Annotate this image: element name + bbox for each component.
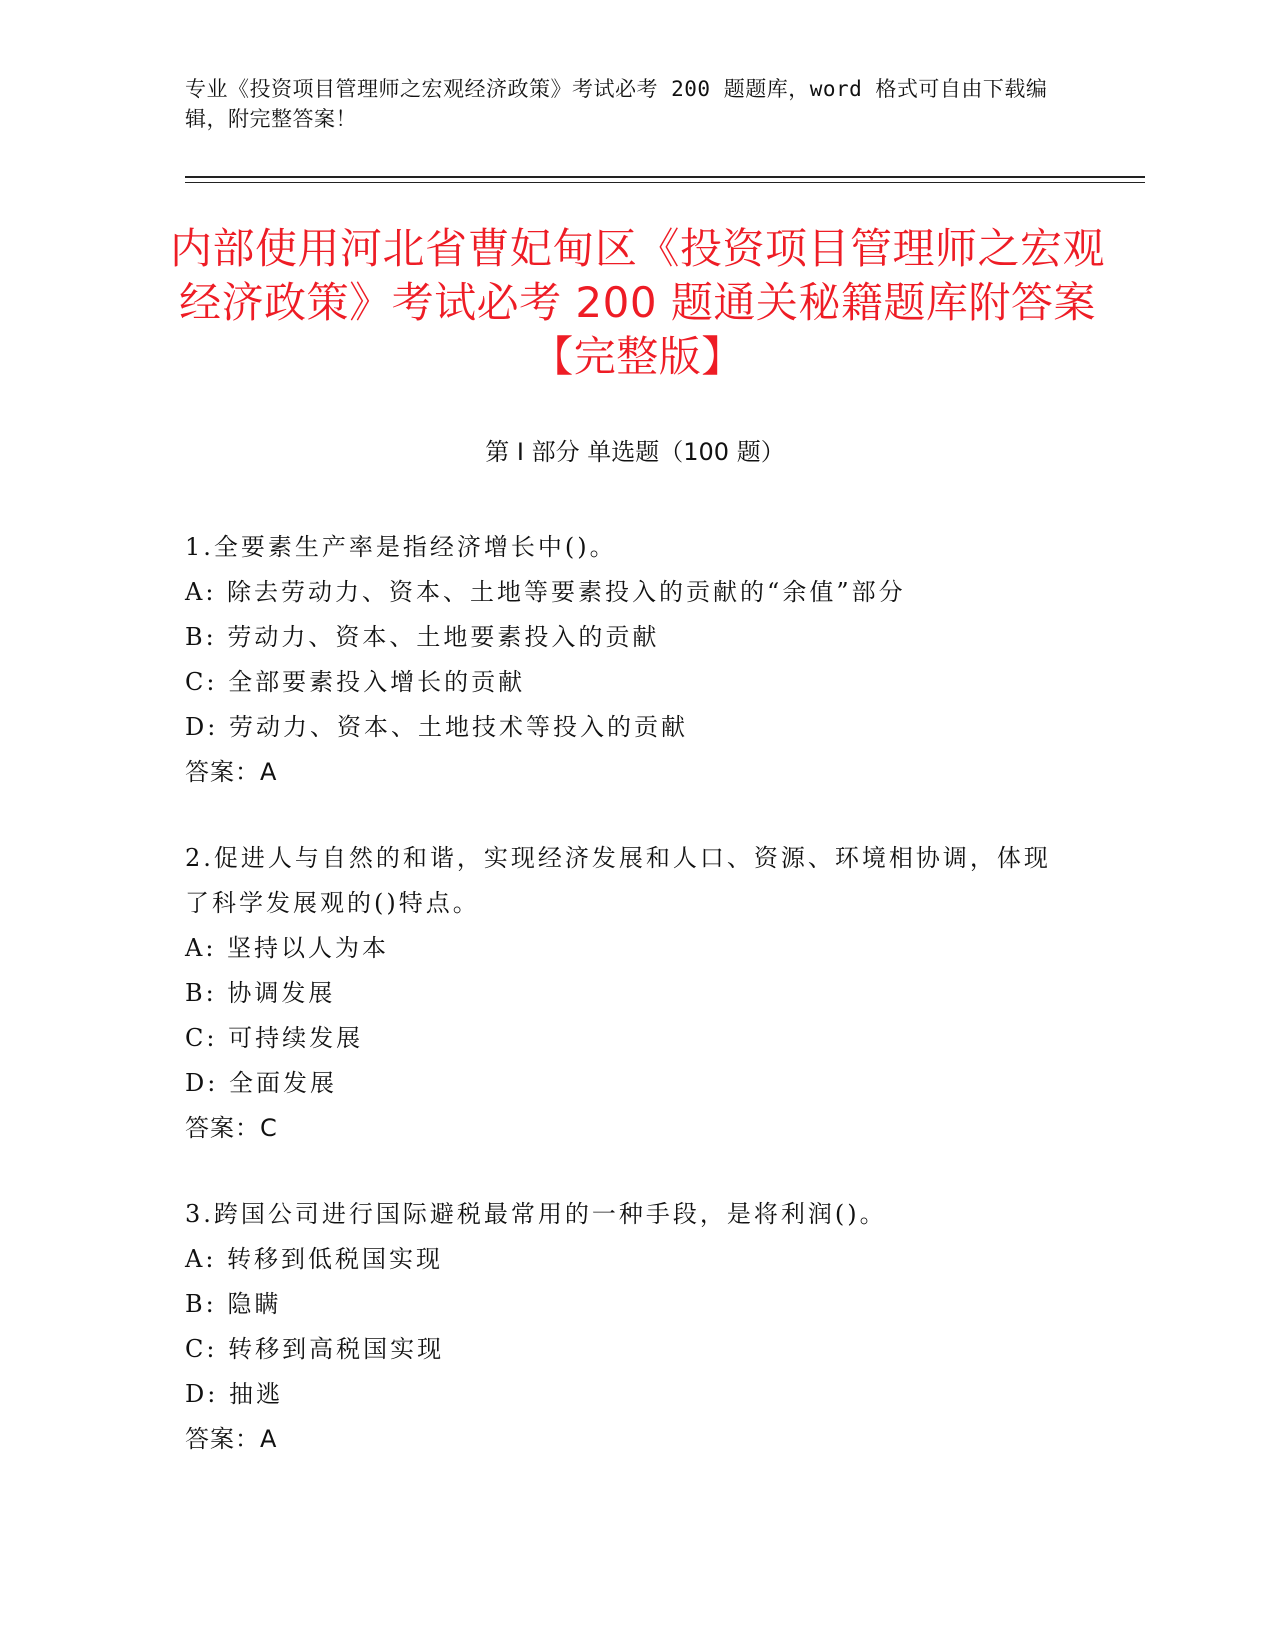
document-title: 内部使用河北省曹妃甸区《投资项目管理师之宏观经济政策》考试必考 200 题通关秘籍题库附答案【完整版】 [169, 224, 1105, 381]
option-a: A: 坚持以人为本 [185, 934, 390, 962]
question-item [185, 1192, 1085, 1462]
question-stem: 2.促进人与自然的和谐，实现经济发展和人口、资源、环境相协调，体现了科学发展观的()特点。 [185, 844, 1051, 917]
option-b: B: 隐瞒 [185, 1290, 282, 1318]
question-stem: 3.跨国公司进行国际避税最常用的一种手段，是将利润()。 [185, 1200, 887, 1228]
question-item [185, 525, 1085, 795]
section-title: 第 I 部分 单选题（100 题） [485, 438, 785, 466]
question-stem: 1.全要素生产率是指经济增长中()。 [185, 533, 617, 561]
header-note: 专业《投资项目管理师之宏观经济政策》考试必考 200 题题库，word 格式可自由下载编辑，附完整答案！ [185, 77, 1048, 131]
option-d: D: 劳动力、资本、土地技术等投入的贡献 [185, 713, 688, 741]
option-b: B: 劳动力、资本、土地要素投入的贡献 [185, 623, 660, 651]
answer: 答案：A [185, 758, 278, 786]
question-list [185, 525, 1085, 1503]
header-divider-thick [185, 176, 1145, 178]
option-a: A: 除去劳动力、资本、土地等要素投入的贡献的“余值”部分 [185, 578, 906, 606]
answer: 答案：C [185, 1114, 278, 1142]
option-c: C: 可持续发展 [185, 1024, 364, 1052]
option-a: A: 转移到低税国实现 [185, 1245, 444, 1273]
header-divider-thin [185, 182, 1145, 183]
answer: 答案：A [185, 1425, 278, 1453]
option-d: D: 抽逃 [185, 1380, 283, 1408]
option-d: D: 全面发展 [185, 1069, 337, 1097]
option-c: C: 转移到高税国实现 [185, 1335, 445, 1363]
question-item [185, 836, 1085, 1151]
option-c: C: 全部要素投入增长的贡献 [185, 668, 526, 696]
option-b: B: 协调发展 [185, 979, 336, 1007]
